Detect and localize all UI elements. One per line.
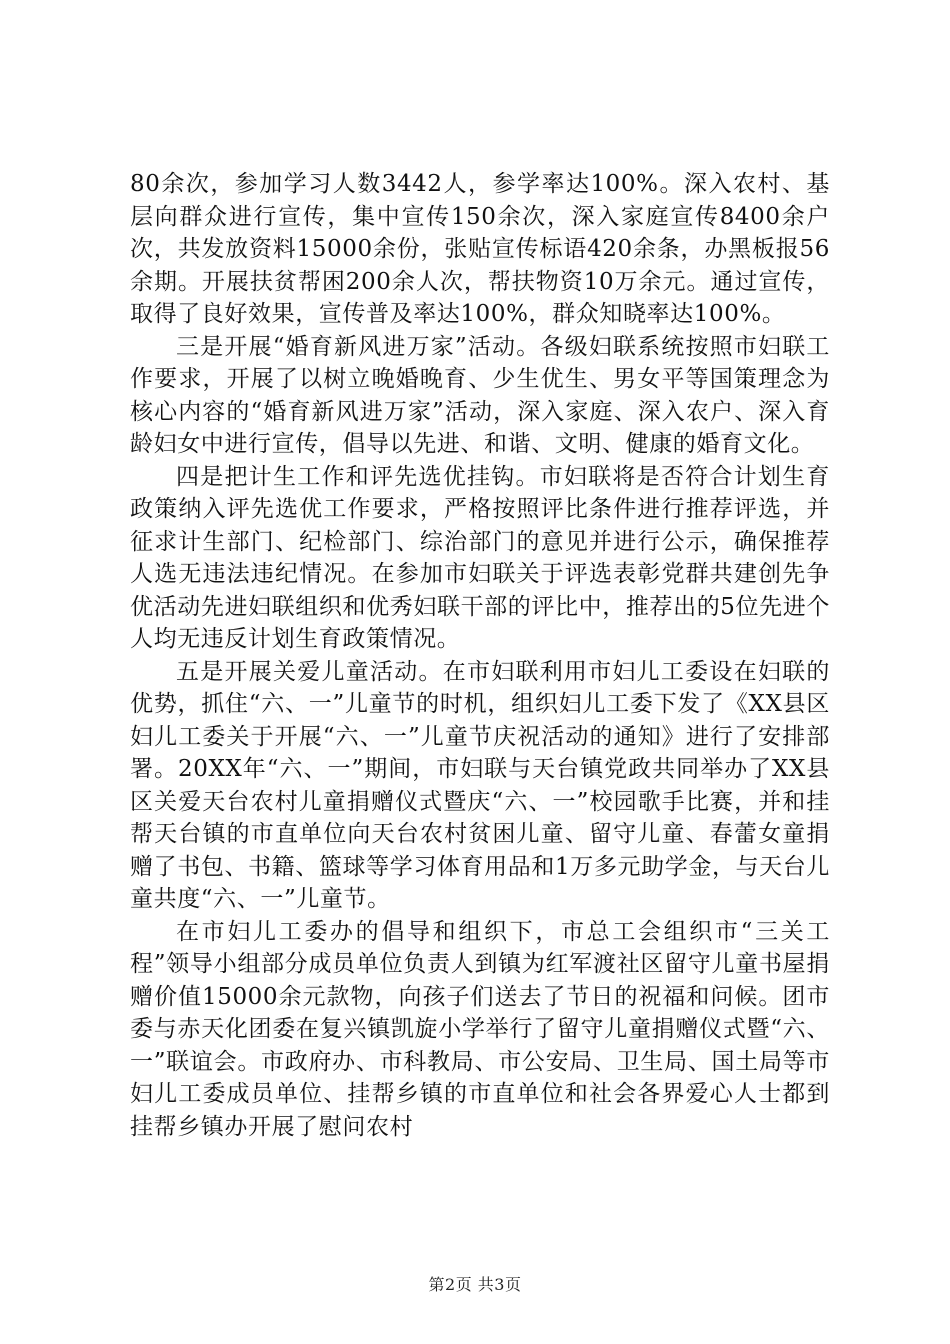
paragraph-item-5: 五是开展关爱儿童活动。在市妇联利用市妇儿工委设在妇联的优势，抓住“六、一”儿童节的时机，组织妇儿工委下发了《XX县区妇儿工委关于开展“六、一”儿童节庆祝活动的通知》进行了安排部署。20XX年“六、一”期间，市妇联与天台镇党政共同举办了XX县区关爱天台农村儿童捐赠仪式暨庆“六、一”校园歌手比赛，并和挂帮天台镇的市直单位向天台农村贫困儿童、留守儿童、春蕾女童捐赠了书包、书籍、篮球等学习体育用品和1万多元助学金，与天台儿童共度“六、一”儿童节。: [130, 658, 830, 912]
document-body: [130, 168, 830, 1143]
paragraph-continuation: 80余次，参加学习人数3442人，参学率达100%。深入农村、基层向群众进行宣传，集中宣传150余次，深入家庭宣传8400余户次，共发放资料15000余份，张贴宣传标语420余条，办黑板报56余期。开展扶贫帮困200余人次，帮扶物资10万余元。通过宣传，取得了良好效果，宣传普及率达100%，群众知晓率达100%。: [130, 171, 830, 327]
page-number-footer: 第2页 共3页: [428, 1275, 522, 1294]
paragraph-item-3: 三是开展“婚育新风进万家”活动。各级妇联系统按照市妇联工作要求，开展了以树立晚婚晚育、少生优生、男女平等国策理念为核心内容的“婚育新风进万家”活动，深入家庭、深入农户、深入育龄妇女中进行宣传，倡导以先进、和谐、文明、健康的婚育文化。: [130, 333, 830, 457]
paragraph-item-4: 四是把计生工作和评先选优挂钩。市妇联将是否符合计划生育政策纳入评先选优工作要求，严格按照评比条件进行推荐评选，并征求计生部门、纪检部门、综治部门的意见并进行公示，确保推荐人选无违法违纪情况。在参加市妇联关于评选表彰党群共建创先争优活动先进妇联组织和优秀妇联干部的评比中，推荐出的5位先进个人均无违反计划生育政策情况。: [130, 463, 830, 652]
paragraph-children-activities: 在市妇儿工委办的倡导和组织下，市总工会组织市“三关工程”领导小组部分成员单位负责人到镇为红军渡社区留守儿童书屋捐赠价值15000余元款物，向孩子们送去了节日的祝福和问候。团市委与赤天化团委在复兴镇凯旋小学举行了留守儿童捐赠仪式暨“六、一”联谊会。市政府办、市科教局、市公安局、卫生局、国土局等市妇儿工委成员单位、挂帮乡镇的市直单位和社会各界爱心人士都到挂帮乡镇办开展了慰问农村: [130, 918, 830, 1140]
